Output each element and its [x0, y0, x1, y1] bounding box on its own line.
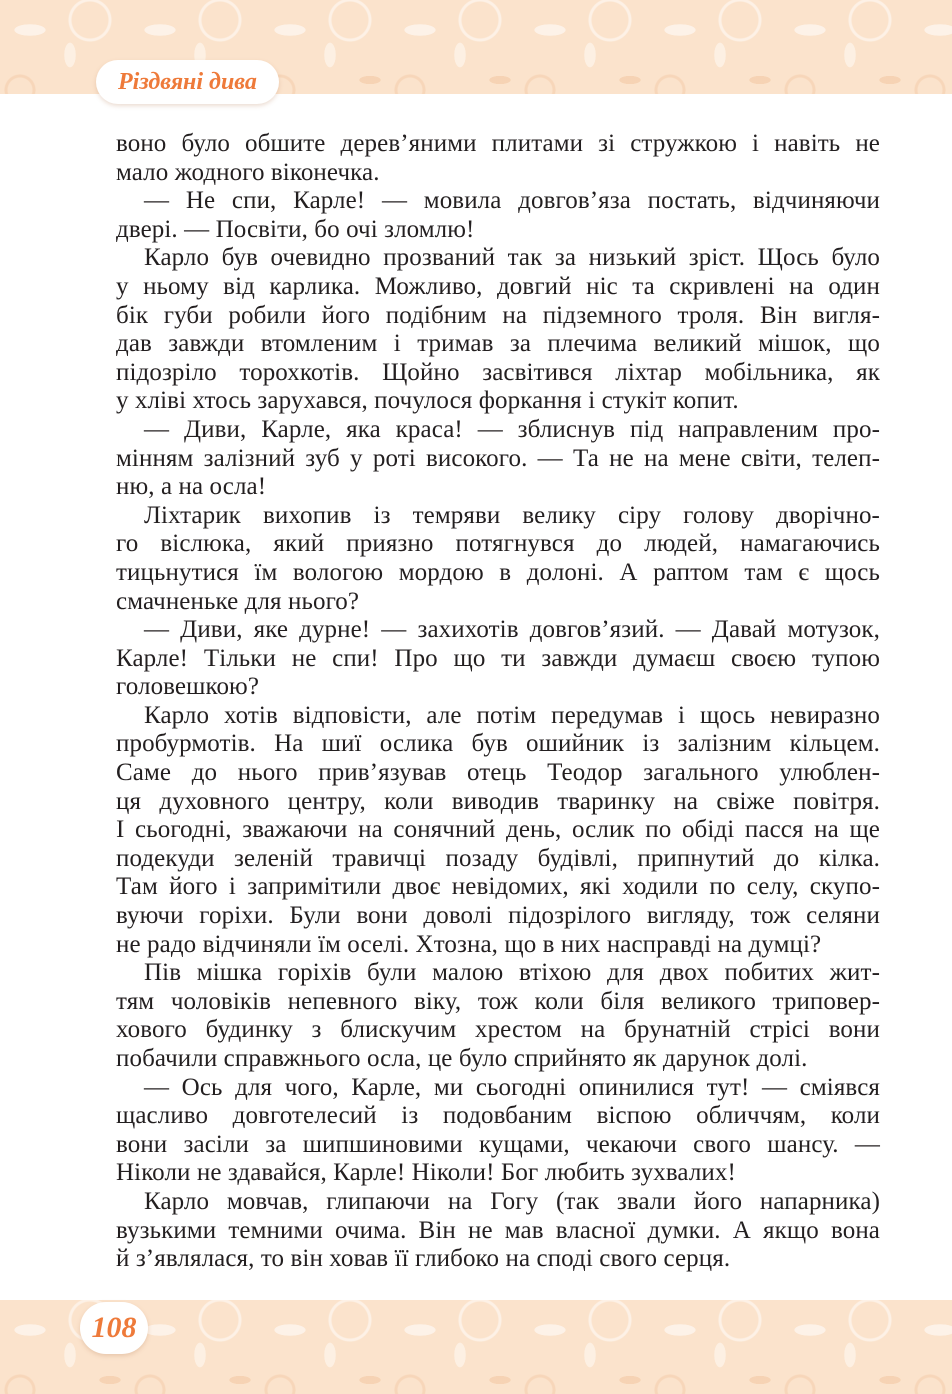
text-line: Карле! Тільки не спи! Про що ти завжди думаєш своєю тупою	[116, 644, 880, 672]
text-line: Там його і запримітили двоє невідомих, які ходили по селу, скупо-	[116, 873, 880, 901]
text-line: вуючи горіхи. Були вони доволі підозрілого вигляду, тож селяни	[116, 902, 880, 930]
body-text	[116, 130, 880, 1274]
text-line: смачненьке для нього?	[116, 587, 360, 615]
text-line: — Ось для чого, Карле, ми сьогодні опинилися тут! — сміявся	[144, 1073, 880, 1101]
text-line: ця духовного центру, коли виводив тваринку на свіже повітря.	[116, 787, 880, 815]
text-line: — Не спи, Карле! — мовила довгов’яза постать, відчиняючи	[144, 187, 880, 215]
text-line: Ніколи не здавайся, Карле! Ніколи! Бог любить зухвалих!	[116, 1159, 736, 1187]
text-line: вони засіли за шипшиновими кущами, чекаючи свого шансу. —	[116, 1130, 880, 1158]
text-line: у хліві хтось зарухався, почулося форкання і стукіт копит.	[116, 387, 739, 415]
text-line: Ліхтарик вихопив із темряви велику сіру голову дворічно-	[144, 501, 880, 529]
text-line: тицьнутися їм вологою мордою в долоні. А раптом там є щось	[116, 558, 880, 586]
text-line: головешкою?	[116, 673, 260, 701]
text-line: у ньому від карлика. Можливо, довгий ніс та скривлені на один	[116, 272, 880, 300]
text-line: го віслюка, який приязно потягнувся до людей, намагаючись	[116, 530, 880, 558]
text-line: воно було обшите дерев’яними плитами зі стружкою і навіть не	[116, 130, 880, 157]
text-line: Саме до нього прив’язував отець Теодор загального улюблен-	[116, 759, 880, 787]
text-line: хового будинку з блискучим хрестом на брунатній стрісі вони	[116, 1016, 880, 1044]
text-line: дав завжди втомленим і тримав за плечима великий мішок, що	[116, 330, 880, 358]
text-line: підозріло торохкотів. Щойно засвітився ліхтар мобільника, як	[116, 358, 880, 386]
text-line: пробурмотів. На шиї ослика був ошийник із залізним кільцем.	[116, 730, 880, 758]
text-line: Карло хотів відповісти, але потім передумав і щось невиразно	[144, 701, 880, 729]
text-line: — Диви, Карле, яка краса! — зблиснув під направленим про-	[144, 415, 880, 443]
text-line: двері. — Посвіти, бо очі зломлю!	[116, 215, 475, 243]
section-title: Різдвяні дива	[96, 60, 279, 104]
text-line: бік губи робили його подібним на підземного троля. Він вигля-	[116, 301, 880, 329]
text-line: подекуди зеленій травичці позаду будівлі, припнутий до кілка.	[116, 844, 880, 872]
text-line: І сьогодні, зважаючи на сонячний день, ослик по обіді пасся на ще	[116, 816, 880, 844]
text-line: Карло був очевидно прозваний так за низький зріст. Щось було	[144, 244, 880, 272]
text-line: — Диви, яке дурне! — захихотів довгов’язий. — Давай мотузок,	[144, 616, 880, 644]
text-line: мінням залізний зуб у роті високого. — Та не на мене світи, телеп-	[116, 444, 880, 472]
text-line: побачили справжнього осла, це було сприйнято як дарунок долі.	[116, 1045, 808, 1072]
text-line: ню, а на осла!	[116, 473, 267, 501]
text-line: тям чоловіків непевного віку, тож коли біля великого триповер-	[116, 987, 880, 1015]
page-number: 108	[80, 1302, 148, 1354]
text-line: не радо відчиняли їм оселі. Хтозна, що в них насправді на думці?	[116, 930, 822, 958]
text-line: й з’являлася, то він ховав її глибоко на споді свого серця.	[116, 1245, 731, 1273]
text-line: вузькими темними очима. Він не мав власної думки. А якщо вона	[116, 1216, 880, 1244]
text-line: мало жодного віконечка.	[116, 158, 380, 186]
text-line: щасливо довготелесий із подовбаним віспою обличчям, коли	[116, 1102, 880, 1130]
text-line: Пів мішка горіхів були малою втіхою для двох побитих жит-	[144, 959, 880, 987]
text-line: Карло мовчав, глипаючи на Гогу (так звали його напарника)	[144, 1187, 880, 1215]
